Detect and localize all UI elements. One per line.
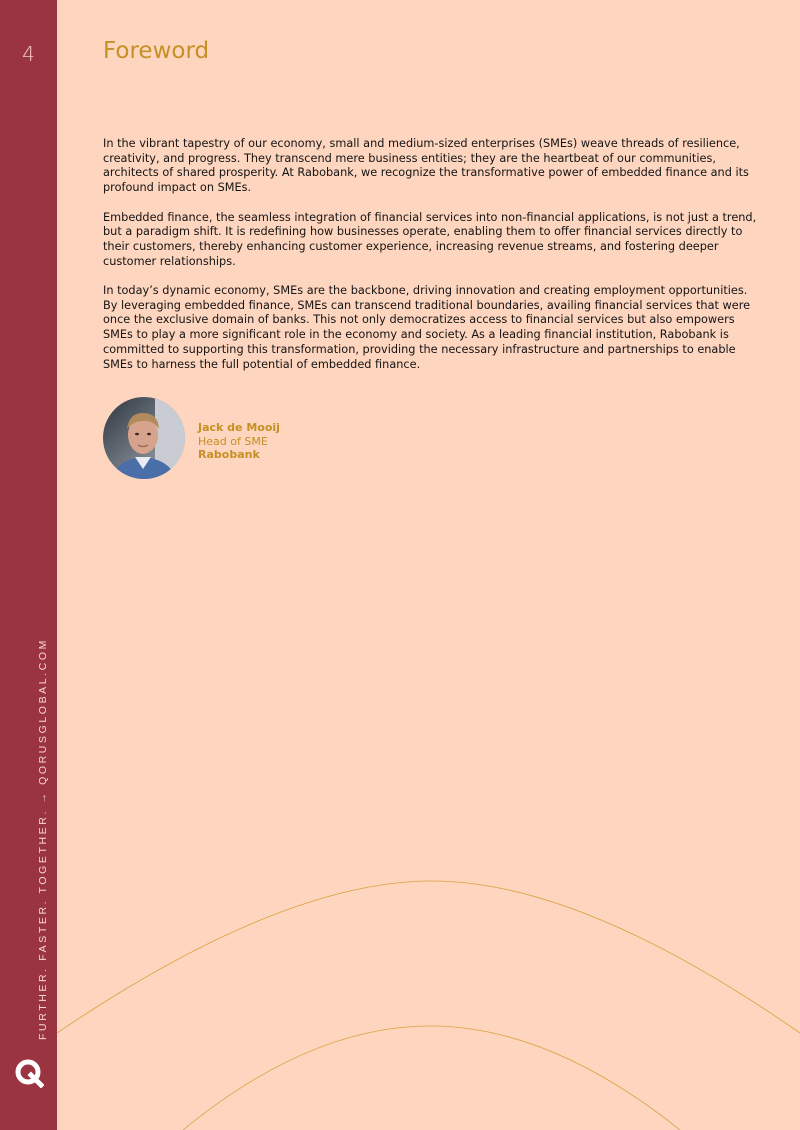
page-title: Foreword (103, 38, 210, 64)
portrait-image (103, 397, 185, 479)
signatory-name: Jack de Mooij (198, 421, 280, 434)
page-number: 4 (22, 42, 35, 66)
signature-block (198, 421, 280, 462)
paragraph: In today’s dynamic economy, SMEs are the backbone, driving innovation and creating employment opportunities. By leveraging embedded finance, SMEs can transcend traditional boundaries, availing financial services that were once the exclusive domain of banks. This not only democratizes access to financial services but also empowers SMEs to play a more significant role in the economy and society. As a leading financial institution, Rabobank is committed to supporting this transformation, providing the necessary infrastructure and partnerships to enable SMEs to harness the full potential of embedded finance. (103, 284, 751, 371)
avatar (103, 397, 185, 479)
signatory-company: Rabobank (198, 448, 260, 461)
paragraph: Embedded finance, the seamless integration of financial services into non-financial applications, is not just a trend, but a paradigm shift. It is redefining how businesses operate, enabling them to offer financial services directly to their customers, thereby enhancing customer experience, increasing revenue streams, and fostering deeper customer relationships. (103, 210, 757, 268)
paragraph: In the vibrant tapestry of our economy, small and medium-sized enterprises (SMEs) weave threads of resilience, creativity, and progress. They transcend mere business entities; they are the heartbeat of our communities, architects of shared prosperity. At Rabobank, we recognize the transformative power of embedded finance and its profound impact on SMEs. (103, 137, 749, 195)
signatory-role: Head of SME (198, 434, 268, 448)
qorus-q-logo-icon (14, 1058, 44, 1088)
sidebar (0, 0, 57, 1130)
sidebar-tagline[interactable]: FURTHER. FASTER. TOGETHER. → QORUSGLOBAL.COM (37, 637, 49, 1040)
foreword-body (103, 137, 758, 387)
